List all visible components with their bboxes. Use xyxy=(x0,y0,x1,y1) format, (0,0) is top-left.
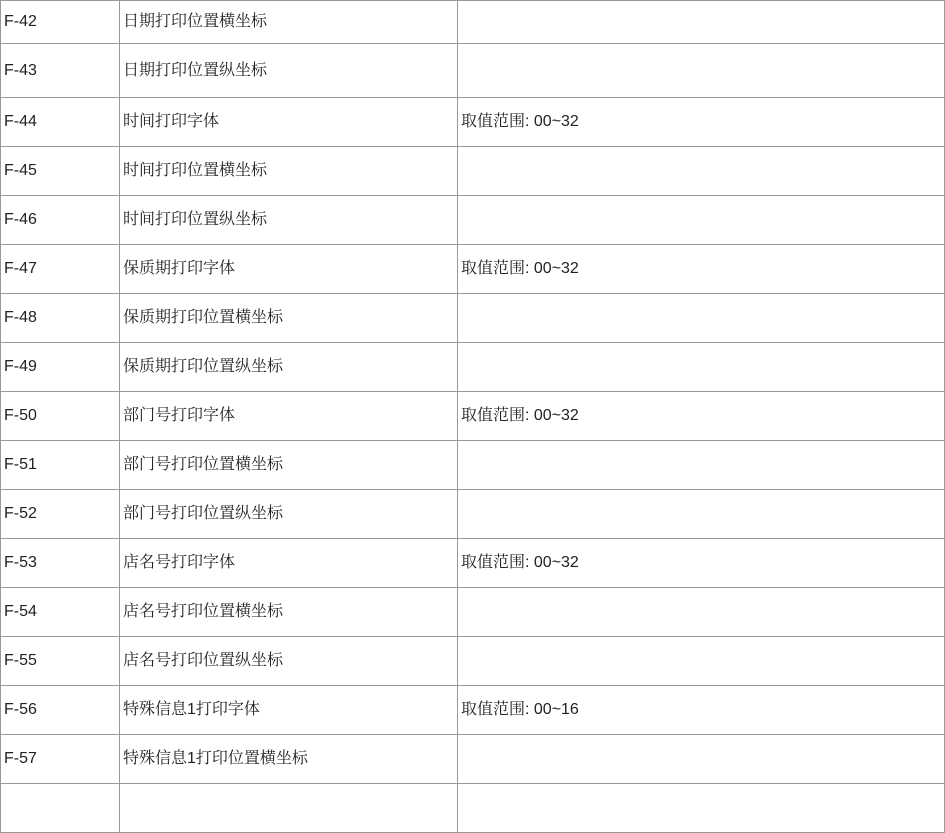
param-desc-cell: 保质期打印位置纵坐标 xyxy=(120,343,458,392)
param-code-cell: F-49 xyxy=(1,343,120,392)
param-code-cell: F-56 xyxy=(1,686,120,735)
param-code-cell: F-42 xyxy=(1,1,120,44)
param-code-cell: F-45 xyxy=(1,147,120,196)
param-range-cell: 取值范围: 00~32 xyxy=(458,539,945,588)
table-row xyxy=(1,392,945,441)
param-code-cell: F-52 xyxy=(1,490,120,539)
param-code-cell: F-55 xyxy=(1,637,120,686)
param-desc-cell: 保质期打印字体 xyxy=(120,245,458,294)
param-code-cell: F-44 xyxy=(1,98,120,147)
param-desc-cell: 部门号打印位置横坐标 xyxy=(120,441,458,490)
param-desc-cell xyxy=(120,784,458,833)
param-desc-cell: 时间打印位置纵坐标 xyxy=(120,196,458,245)
param-range-cell xyxy=(458,735,945,784)
param-range-cell xyxy=(458,196,945,245)
param-code-cell: F-57 xyxy=(1,735,120,784)
table-row xyxy=(1,735,945,784)
table-row xyxy=(1,588,945,637)
param-range-cell: 取值范围: 00~32 xyxy=(458,392,945,441)
table-row xyxy=(1,637,945,686)
table-row xyxy=(1,686,945,735)
param-range-cell xyxy=(458,1,945,44)
table-row xyxy=(1,441,945,490)
param-range-cell: 取值范围: 00~32 xyxy=(458,245,945,294)
param-range-cell xyxy=(458,441,945,490)
table-row xyxy=(1,539,945,588)
param-code-cell xyxy=(1,784,120,833)
param-desc-cell: 时间打印位置横坐标 xyxy=(120,147,458,196)
param-code-cell: F-43 xyxy=(1,44,120,98)
table-row-partial xyxy=(1,784,945,833)
table-row xyxy=(1,98,945,147)
param-code-cell: F-47 xyxy=(1,245,120,294)
table-row xyxy=(1,343,945,392)
param-desc-cell: 店名号打印位置横坐标 xyxy=(120,588,458,637)
param-range-cell xyxy=(458,490,945,539)
table-row xyxy=(1,490,945,539)
param-desc-cell: 特殊信息1打印位置横坐标 xyxy=(120,735,458,784)
parameter-table-body xyxy=(1,1,945,833)
param-desc-cell: 日期打印位置纵坐标 xyxy=(120,44,458,98)
param-code-cell: F-50 xyxy=(1,392,120,441)
param-desc-cell: 店名号打印字体 xyxy=(120,539,458,588)
table-row xyxy=(1,44,945,98)
param-code-cell: F-46 xyxy=(1,196,120,245)
param-range-cell xyxy=(458,294,945,343)
param-code-cell: F-48 xyxy=(1,294,120,343)
param-desc-cell: 时间打印字体 xyxy=(120,98,458,147)
param-range-cell xyxy=(458,343,945,392)
param-code-cell: F-53 xyxy=(1,539,120,588)
param-desc-cell: 部门号打印字体 xyxy=(120,392,458,441)
table-row xyxy=(1,1,945,44)
param-range-cell xyxy=(458,147,945,196)
param-desc-cell: 店名号打印位置纵坐标 xyxy=(120,637,458,686)
table-row xyxy=(1,245,945,294)
param-desc-cell: 部门号打印位置纵坐标 xyxy=(120,490,458,539)
param-range-cell: 取值范围: 00~16 xyxy=(458,686,945,735)
param-range-cell xyxy=(458,784,945,833)
param-range-cell: 取值范围: 00~32 xyxy=(458,98,945,147)
param-desc-cell: 日期打印位置横坐标 xyxy=(120,1,458,44)
param-range-cell xyxy=(458,44,945,98)
param-range-cell xyxy=(458,588,945,637)
table-row xyxy=(1,196,945,245)
param-desc-cell: 特殊信息1打印字体 xyxy=(120,686,458,735)
param-code-cell: F-54 xyxy=(1,588,120,637)
param-range-cell xyxy=(458,637,945,686)
table-row xyxy=(1,147,945,196)
param-code-cell: F-51 xyxy=(1,441,120,490)
param-desc-cell: 保质期打印位置横坐标 xyxy=(120,294,458,343)
table-row xyxy=(1,294,945,343)
